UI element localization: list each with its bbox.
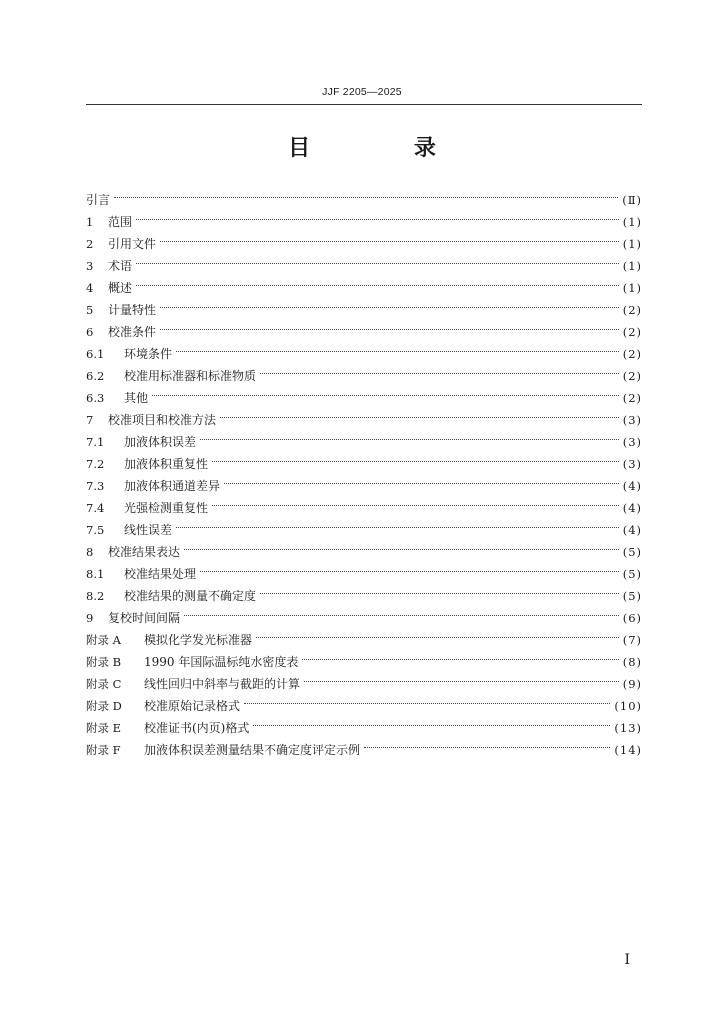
toc-entry-number: 附录 D [86, 699, 122, 713]
toc-entry-title: 校准用标准器和标准物质 [124, 369, 257, 383]
toc-entry-title: 校准条件 [108, 325, 157, 339]
toc-entry-title: 校准结果表达 [108, 545, 181, 559]
toc-leader-dots [200, 556, 619, 578]
toc-entry-page: (9) [622, 677, 642, 691]
toc-entry[interactable] [86, 380, 642, 405]
toc-entry-page: (6) [622, 611, 642, 625]
toc-entry-page: (13) [614, 721, 642, 735]
toc-entry-number: 5 [86, 303, 94, 317]
toc-entry-page: (7) [622, 633, 642, 647]
toc-entry[interactable] [86, 248, 642, 273]
toc-entry-number: 7.2 [86, 457, 105, 471]
toc-leader-dots [224, 468, 619, 490]
toc-entry-page: (2) [622, 391, 642, 405]
toc-entry-page: (2) [622, 325, 642, 339]
toc-leader-dots [160, 226, 619, 248]
toc-entry[interactable] [86, 204, 642, 229]
toc-entry[interactable] [86, 314, 642, 339]
toc-entry-number: 8.2 [86, 589, 105, 603]
toc-entry-page: (2) [622, 369, 642, 383]
toc-entry-title: 校准结果的测量不确定度 [124, 589, 257, 603]
toc-entry-number: 7 [86, 413, 94, 427]
toc-entry-number: 附录 C [86, 677, 122, 691]
toc-entry-title: 加液体积通道差异 [124, 479, 221, 493]
toc-leader-dots [176, 336, 619, 358]
toc-entry-title: 线性回归中斜率与截距的计算 [144, 677, 301, 691]
toc-entry[interactable] [86, 336, 642, 361]
toc-entry-title: 校准结果处理 [124, 567, 197, 581]
toc-entry-number: 6 [86, 325, 94, 339]
toc-entry[interactable] [86, 226, 642, 251]
toc-leader-dots [220, 402, 619, 424]
toc-leader-dots [304, 666, 619, 688]
toc-entry-page: (5) [622, 589, 642, 603]
toc-entry-title: 概述 [108, 281, 133, 295]
toc-entry-title: 加液体积误差测量结果不确定度评定示例 [144, 743, 361, 757]
toc-entry-page: (14) [614, 743, 642, 757]
toc-leader-dots [302, 644, 618, 666]
toc-leader-dots [253, 710, 610, 732]
toc-entry-title: 引用文件 [108, 237, 157, 251]
toc-entry-title: 范围 [108, 215, 133, 229]
toc-entry-title: 引言 [86, 193, 111, 207]
document-number-header: JJF 2205—2025 [322, 86, 402, 98]
toc-entry-page: (1) [622, 237, 642, 251]
toc-entry-title: 计量特性 [108, 303, 157, 317]
toc-entry-page: (1) [622, 281, 642, 295]
toc-entry-title: 加液体积重复性 [124, 457, 209, 471]
toc-leader-dots [256, 622, 619, 644]
toc-leader-dots [114, 182, 618, 204]
toc-entry-title: 校准原始记录格式 [144, 699, 241, 713]
toc-entry[interactable] [86, 402, 642, 427]
toc-leader-dots [152, 380, 619, 402]
toc-leader-dots [136, 204, 619, 226]
toc-entry-page: (8) [622, 655, 642, 669]
toc-entry-page: (3) [622, 413, 642, 427]
toc-entry[interactable] [86, 270, 642, 295]
toc-entry-page: (2) [622, 303, 642, 317]
toc-entry-page: (4) [622, 479, 642, 493]
toc-entry-page: (Ⅱ) [622, 193, 642, 207]
toc-entry-number: 附录 B [86, 655, 122, 669]
toc-entry-page: (3) [622, 457, 642, 471]
toc-leader-dots [260, 578, 619, 600]
toc-leader-dots [260, 358, 619, 380]
toc-leader-dots [176, 512, 619, 534]
toc-entry-title: 复校时间间隔 [108, 611, 181, 625]
toc-entry-page: (4) [622, 501, 642, 515]
toc-entry-number: 7.1 [86, 435, 105, 449]
toc-entry-number: 附录 F [86, 743, 121, 757]
page-number: I [624, 952, 630, 968]
toc-entry-title: 校准证书(内页)格式 [144, 721, 250, 735]
toc-entry-number: 6.1 [86, 347, 105, 361]
toc-entry-number: 9 [86, 611, 94, 625]
toc-entry-page: (1) [622, 259, 642, 273]
toc-entry-page: (5) [622, 567, 642, 581]
toc-entry-number: 4 [86, 281, 94, 295]
toc-entry-page: (4) [622, 523, 642, 537]
toc-entry-title: 模拟化学发光标准器 [144, 633, 253, 647]
toc-leader-dots [212, 446, 619, 468]
toc-entry-page: (1) [622, 215, 642, 229]
toc-entry-number: 6.3 [86, 391, 105, 405]
table-of-contents [86, 182, 642, 757]
toc-entry-page: (10) [614, 699, 642, 713]
toc-entry-title: 环境条件 [124, 347, 173, 361]
toc-entry-number: 7.3 [86, 479, 105, 493]
toc-entry-title: 其他 [124, 391, 149, 405]
toc-leader-dots [160, 314, 619, 336]
toc-entry-page: (2) [622, 347, 642, 361]
page-title: 目 录 [288, 136, 484, 161]
toc-leader-dots [184, 600, 619, 622]
toc-leader-dots [200, 424, 619, 446]
toc-entry-number: 8 [86, 545, 94, 559]
header-rule [86, 104, 642, 105]
toc-entry-number: 7.4 [86, 501, 105, 515]
toc-leader-dots [136, 270, 619, 292]
toc-entry[interactable] [86, 182, 642, 207]
toc-entry-number: 1 [86, 215, 94, 229]
toc-leader-dots [244, 688, 610, 710]
toc-entry-number: 附录 A [86, 633, 121, 647]
toc-leader-dots [184, 534, 619, 556]
toc-entry-title: 光强检测重复性 [124, 501, 209, 515]
toc-entry-number: 2 [86, 237, 94, 251]
toc-leader-dots [364, 732, 610, 754]
toc-entry[interactable] [86, 292, 642, 317]
toc-leader-dots [160, 292, 619, 314]
toc-entry-number: 3 [86, 259, 94, 273]
toc-leader-dots [136, 248, 619, 270]
toc-entry-page: (5) [622, 545, 642, 559]
toc-entry-title: 1990 年国际温标纯水密度表 [144, 655, 299, 669]
toc-entry-title: 校准项目和校准方法 [108, 413, 217, 427]
toc-entry-title: 术语 [108, 259, 133, 273]
toc-entry-number: 8.1 [86, 567, 105, 581]
toc-entry-number: 6.2 [86, 369, 105, 383]
toc-entry-title: 线性误差 [124, 523, 173, 537]
toc-entry-number: 附录 E [86, 721, 122, 735]
toc-entry-page: (3) [622, 435, 642, 449]
toc-entry-title: 加液体积误差 [124, 435, 197, 449]
toc-leader-dots [212, 490, 619, 512]
toc-entry-number: 7.5 [86, 523, 105, 537]
